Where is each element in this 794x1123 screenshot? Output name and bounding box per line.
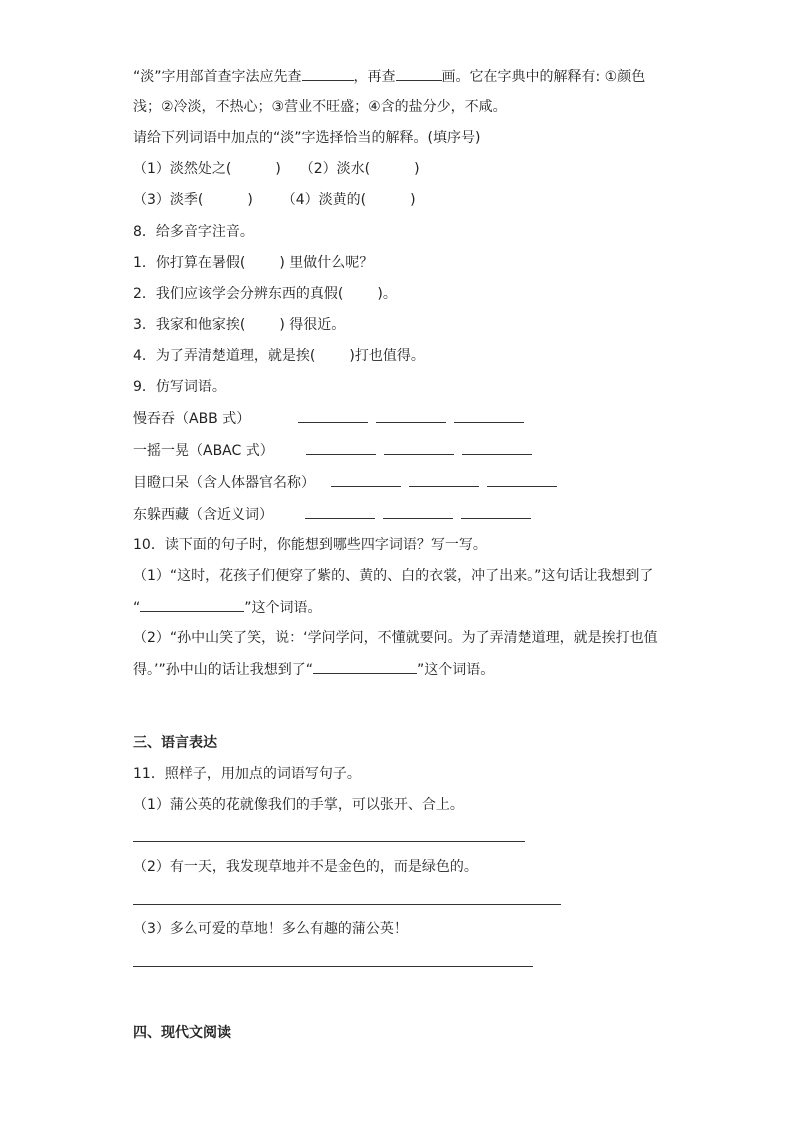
q9-row2-label: 一摇一晃（ABAC 式） (133, 443, 274, 459)
q8-s3-text-end: ) 得很近。 (279, 317, 346, 333)
q11-answer-line-2[interactable] (133, 904, 561, 905)
q11-sentence-1: （1）蒲公英的花就像我们的手掌，可以张开、合上。 (133, 797, 464, 813)
q9-row-2 (133, 440, 540, 461)
q10-title: 10．读下面的句子时，你能想到哪些四字词语？写一写。 (133, 537, 487, 553)
q7-item3-close: ) (247, 192, 253, 208)
q9-title: 9．仿写词语。 (133, 379, 226, 395)
q9-row4-label: 东躲西藏（含近义词） (133, 507, 273, 523)
q10-p2-end: ”这个词语。 (416, 662, 495, 678)
q9-row4-blank-2[interactable] (383, 504, 453, 519)
radical-blank[interactable] (302, 66, 354, 81)
q7-item1-close: ) (275, 161, 281, 177)
q7-text-a: “淡”字用部首查字法应先查 (133, 69, 302, 85)
q10-p1-line1: （1）“这时，花孩子们便穿了紫的、黄的、白的衣裳，冲了出来。”这句话让我想到了 (133, 568, 654, 584)
q7-items-row2 (133, 190, 416, 210)
q8-s2-text: 2．我们应该学会分辨东西的真假( (133, 286, 344, 302)
section4-title: 四、现代文阅读 (133, 1025, 231, 1041)
q11-sentence-2: （2）有一天，我发现草地并不是金色的，而是绿色的。 (133, 859, 478, 875)
q8-s1-text-end: ) 里做什么呢？ (279, 255, 374, 271)
q9-row3-blank-2[interactable] (409, 472, 479, 487)
q7-item4-label: （4）淡黄的( (281, 192, 367, 208)
q10-p2-text: 得。’”孙中山的话让我想到了“ (133, 662, 313, 678)
q7-text-b: ，再查 (353, 69, 396, 85)
q7-item2-close: ) (414, 161, 420, 177)
q8-s4-text: 4．为了弄清楚道理，就是挨( (133, 348, 316, 364)
q8-sentence-2 (133, 284, 397, 304)
q8-sentence-3 (133, 315, 345, 335)
q11-answer-line-1[interactable] (133, 841, 525, 842)
q7-line3: 请给下列词语中加点的“淡”字选择恰当的解释。(填序号) (133, 130, 481, 146)
q9-row1-blank-3[interactable] (454, 408, 524, 423)
q8-s3-text: 3．我家和他家挨( (133, 317, 246, 333)
q7-item1-label: （1）淡然处之( (133, 161, 232, 177)
q8-s4-text-end: )打也值得。 (349, 348, 425, 364)
q10-p1-answer[interactable] (140, 597, 244, 612)
q9-row-1 (133, 408, 532, 429)
q9-row-3 (133, 472, 565, 493)
q10-p1-open-quote: “ (133, 600, 141, 616)
q9-row1-label: 慢吞吞（ABB 式） (133, 411, 251, 427)
q9-row3-blank-3[interactable] (487, 472, 557, 487)
q8-title: 8．给多音字注音。 (133, 224, 254, 240)
q7-line1 (133, 66, 645, 87)
q11-answer-line-3[interactable] (133, 966, 533, 967)
q9-row2-blank-2[interactable] (384, 440, 454, 455)
q10-p1-end: ”这个词语。 (244, 600, 322, 616)
q10-p1-line2 (133, 597, 322, 618)
q7-item2-label: （2）淡水( (299, 161, 371, 177)
q8-sentence-4 (133, 346, 425, 366)
q7-line2: 浅；②冷淡，不热心；③营业不旺盛；④含的盐分少，不咸。 (133, 99, 507, 115)
q8-sentence-1 (133, 253, 373, 273)
q9-row-4 (133, 504, 539, 525)
q11-sentence-3: （3）多么可爱的草地！多么有趣的蒲公英！ (133, 921, 408, 937)
q7-item4-close: ) (410, 192, 416, 208)
stroke-count-blank[interactable] (396, 66, 442, 81)
q8-s2-text-end: )。 (377, 286, 397, 302)
q9-row1-blank-2[interactable] (376, 408, 446, 423)
q9-row3-blank-1[interactable] (331, 472, 401, 487)
q10-p2-line2 (133, 659, 494, 680)
q7-item3-label: （3）淡季( (133, 192, 204, 208)
q9-row1-blank-1[interactable] (298, 408, 368, 423)
q10-p2-line1: （2）“孙中山笑了笑，说：‘学问学问，不懂就要问。为了弄清楚道理，就是挨打也值 (133, 630, 658, 646)
q8-s1-text: 1．你打算在暑假( (133, 255, 246, 271)
q9-row3-label: 目瞪口呆（含人体器官名称） (133, 475, 315, 491)
q11-title: 11．照样子，用加点的词语写句子。 (133, 766, 361, 782)
q7-text-c: 画。它在字典中的解释有: ①颜色 (441, 69, 646, 85)
q9-row2-blank-1[interactable] (306, 440, 376, 455)
q9-row2-blank-3[interactable] (462, 440, 532, 455)
q10-p2-answer[interactable] (313, 659, 417, 674)
q7-items-row1 (133, 159, 420, 179)
section3-title: 三、语言表达 (133, 735, 217, 751)
q9-row4-blank-1[interactable] (305, 504, 375, 519)
q9-row4-blank-3[interactable] (461, 504, 531, 519)
